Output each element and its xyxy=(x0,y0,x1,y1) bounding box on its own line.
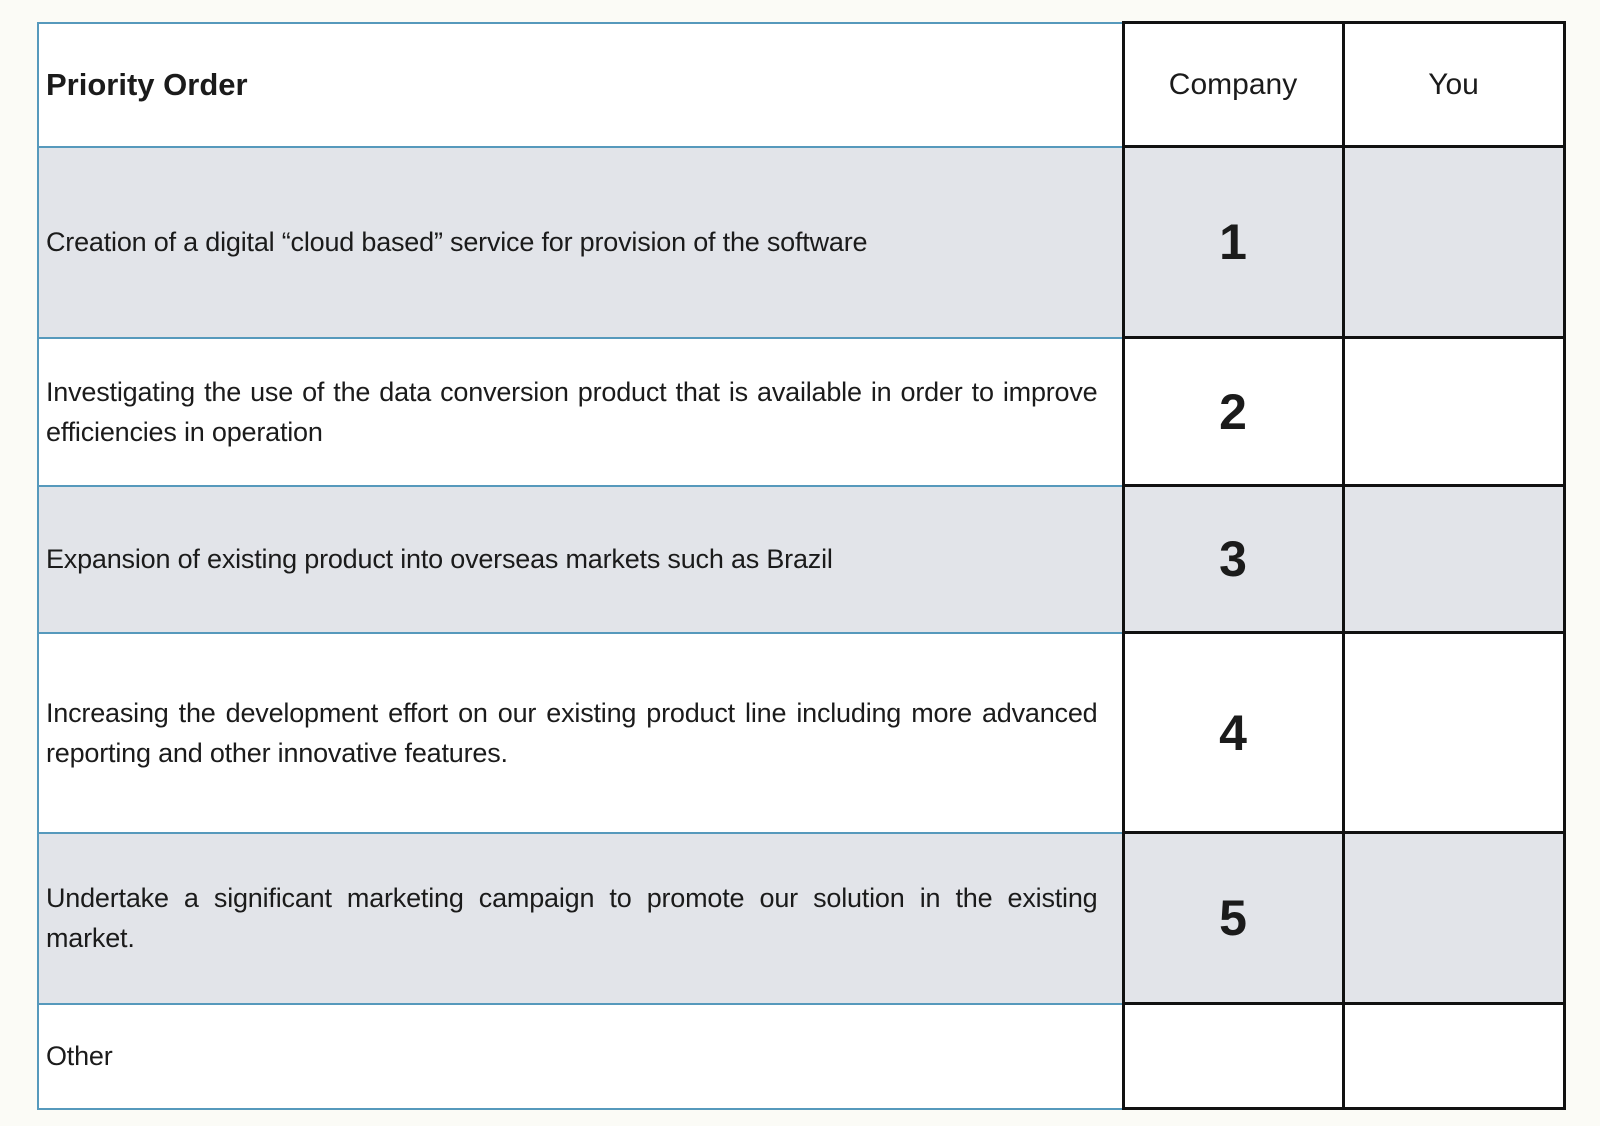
you-rank-cell xyxy=(1343,633,1564,833)
header-row xyxy=(38,23,1564,147)
priority-order-worksheet xyxy=(37,21,1566,1110)
table-row xyxy=(38,633,1564,833)
row-description-cell: Expansion of existing product into overseas markets such as Brazil xyxy=(38,486,1123,633)
you-rank-cell xyxy=(1343,486,1564,633)
table-row xyxy=(38,147,1564,338)
row-description-cell: Other xyxy=(38,1004,1123,1109)
company-rank-cell xyxy=(1123,1004,1343,1109)
table-row xyxy=(38,486,1564,633)
you-rank-cell xyxy=(1343,1004,1564,1109)
you-rank-cell xyxy=(1343,338,1564,486)
company-column-header: Company xyxy=(1123,23,1343,147)
you-rank-cell xyxy=(1343,833,1564,1004)
priority-order-table xyxy=(37,21,1566,1110)
company-rank-cell: 5 xyxy=(1123,833,1343,1004)
company-rank-cell: 1 xyxy=(1123,147,1343,338)
row-description-cell: Undertake a significant marketing campaign to promote our solution in the existing market. xyxy=(38,833,1123,1004)
table-row xyxy=(38,833,1564,1004)
row-description-cell: Investigating the use of the data conversion product that is available in order to improve efficiencies in operation xyxy=(38,338,1123,486)
you-rank-cell xyxy=(1343,147,1564,338)
company-rank-cell: 3 xyxy=(1123,486,1343,633)
company-rank-cell: 2 xyxy=(1123,338,1343,486)
row-description-cell: Increasing the development effort on our existing product line including more advanced reporting and other innovative features. xyxy=(38,633,1123,833)
row-description-cell: Creation of a digital “cloud based” service for provision of the software xyxy=(38,147,1123,338)
company-rank-cell: 4 xyxy=(1123,633,1343,833)
table-row xyxy=(38,338,1564,486)
table-row xyxy=(38,1004,1564,1109)
priority-order-header: Priority Order xyxy=(38,23,1123,147)
you-column-header: You xyxy=(1343,23,1564,147)
